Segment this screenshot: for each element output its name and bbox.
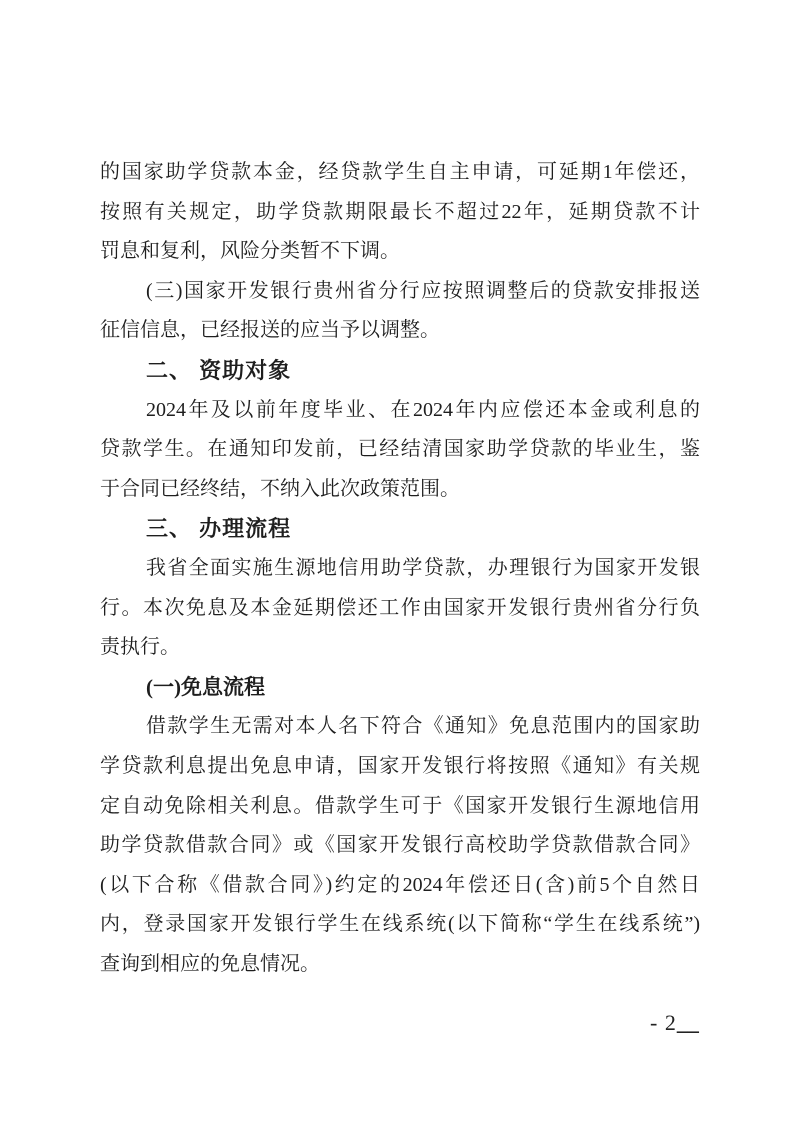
page-footer: [650, 1008, 699, 1038]
body-line: 助学贷款借款合同》或《国家开发银行高校助学贷款借款合同》: [100, 834, 700, 857]
body-line: 责执行。: [100, 636, 180, 659]
body-line: 查询到相应的免息情况。: [100, 952, 320, 975]
sub-heading: (一)免息流程: [146, 674, 265, 699]
body-line: (三)国家开发银行贵州省分行应按照调整后的贷款安排报送: [146, 279, 700, 302]
body-line: 2024年及以前年度毕业、在2024年内应偿还本金或利息的: [146, 398, 700, 421]
body-line: 于合同已经终结，不纳入此次政策范围。: [100, 477, 460, 500]
body-line: 贷款学生。在通知印发前，已经结清国家助学贷款的毕业生，鉴: [100, 438, 700, 461]
page-number: - 2: [650, 1010, 677, 1035]
body-line: 我省全面实施生源地信用助学贷款，办理银行为国家开发银: [146, 556, 700, 579]
section-heading: 三、 办理流程: [146, 516, 292, 542]
body-line: 征信信息，已经报送的应当予以调整。: [100, 319, 440, 342]
body-line: 定自动免除相关利息。借款学生可于《国家开发银行生源地信用: [100, 794, 700, 817]
section-heading: 二、 资助对象: [146, 357, 292, 383]
page-number-underline: __: [676, 1010, 699, 1035]
body-line: 借款学生无需对本人名下符合《通知》免息范围内的国家助: [146, 715, 700, 738]
body-line: 行。本次免息及本金延期偿还工作由国家开发银行贵州省分行负: [100, 596, 700, 619]
body-line: 罚息和复利，风险分类暂不下调。: [100, 240, 400, 263]
document-body: [100, 153, 700, 984]
body-line: (以下合称《借款合同》)约定的2024年偿还日(含)前5个自然日: [100, 873, 700, 896]
body-line: 内，登录国家开发银行学生在线系统(以下简称“学生在线系统”): [100, 913, 700, 936]
body-line: 的国家助学贷款本金，经贷款学生自主申请，可延期1年偿还，: [100, 161, 700, 183]
body-line: 学贷款利息提出免息申请，国家开发银行将按照《通知》有关规: [100, 754, 700, 777]
body-line: 按照有关规定，助学贷款期限最长不超过22年，延期贷款不计: [100, 200, 700, 223]
